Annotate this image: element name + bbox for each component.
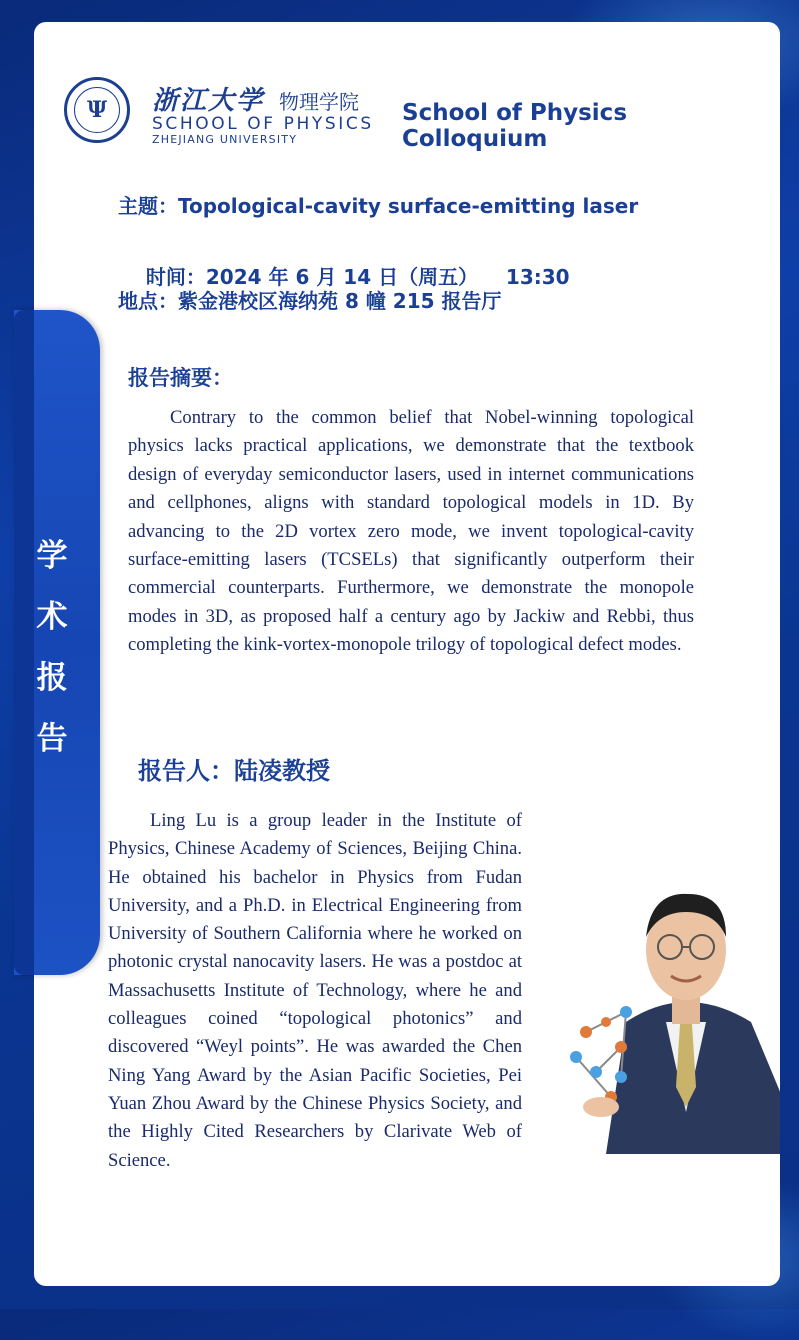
university-seal-icon: Ψ [64, 77, 130, 143]
colloquium-title: School of Physics Colloquium [402, 100, 628, 152]
department-name-cn: 物理学院 [279, 90, 359, 114]
department-name-en: SCHOOL OF PHYSICS [152, 114, 374, 134]
abstract-heading: 报告摘要： [128, 366, 233, 390]
side-char: 学 [36, 538, 68, 574]
place-value: 紫金港校区海纳苑 8 幢 215 报告厅 [178, 289, 502, 313]
topic-line [118, 190, 638, 219]
time-label: 时间： [145, 265, 206, 289]
abstract-text: Contrary to the common belief that Nobel-winning topological physics lacks practical applications, we demonstrate that the textbook design of everyday semiconductor lasers, used in internet communications and cellphones, aligns with standard topological models in 1D. By advancing to the 2D vortex zero mode, we invent topological-cavity surface-emitting lasers (TCSELs) that significantly outperform their commercial counterparts. Furthermore, we demonstrate the monopole modes in 3D, as proposed half a century ago by Jackiw and Rebbi, thus completing the kink-vortex-monopole trilogy of topological defect modes. [128, 407, 694, 656]
place-label: 地点： [118, 289, 178, 313]
side-char: 术 [36, 599, 68, 635]
place-line [118, 285, 502, 314]
time-value: 2024 年 6 月 14 日（周五） 13:30 [205, 265, 570, 289]
topic-label: 主题： [118, 194, 178, 218]
university-name-en: ZHEJIANG UNIVERSITY [152, 133, 298, 146]
topic-value: Topological-cavity surface-emitting laser [178, 194, 639, 218]
side-char: 报 [36, 660, 68, 696]
university-name-cn: 浙江大学 [152, 86, 265, 116]
poster-card [34, 22, 780, 1286]
speaker-portrait [566, 872, 780, 1154]
side-tab-label [32, 530, 72, 774]
speaker-bio: Ling Lu is a group leader in the Institute of Physics, Chinese Academy of Sciences, Beijing China. He obtained his bachelor in Physics from Fudan University, and a Ph.D. in Electrical Engineering from University of Southern California where he worked on photonic crystal nanocavity lasers. He was a postdoc at Massachusetts Institute of Technology, where he and colleagues coined “topological photonics” and discovered “Weyl points”. He was awarded the Chen Ning Yang Award by the Asian Pacific Societies, Pei Yuan Zhou Award by the Chinese Physics Society, and the Highly Cited Researchers by Clarivate Web of Science. [108, 810, 522, 1171]
side-char: 告 [36, 721, 68, 757]
speaker-heading: 报告人：陆凌教授 [138, 757, 330, 785]
